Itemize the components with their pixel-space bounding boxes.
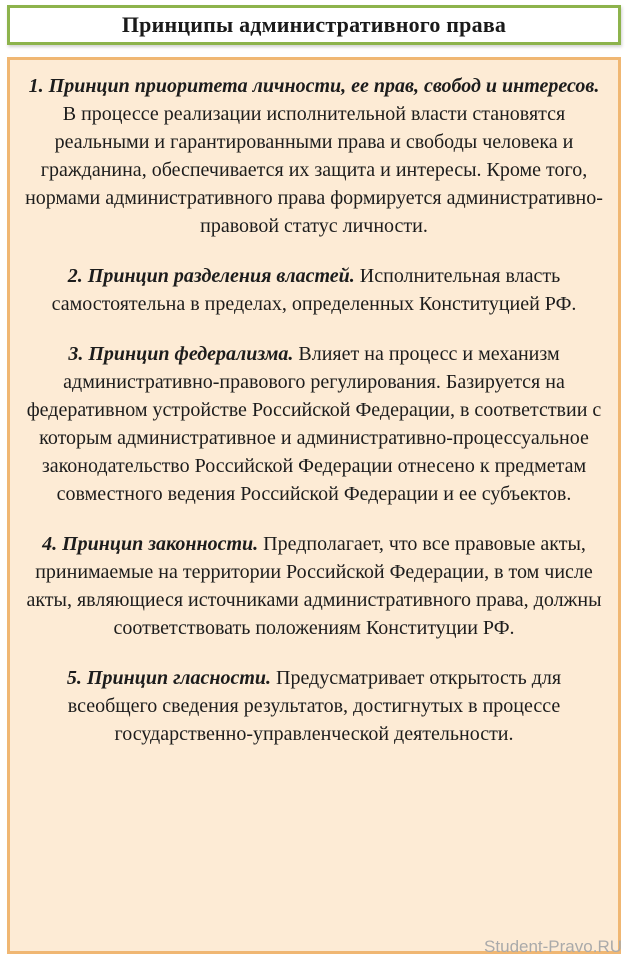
principle-heading: 3. Принцип федерализма. xyxy=(68,343,294,365)
principle-text: Предусматривает открытость для всеобщего сведения результатов, достигнутых в процессе государственно-управленческой деятельности. xyxy=(67,667,562,745)
principle-2 xyxy=(22,262,606,318)
title-box xyxy=(7,5,621,45)
principle-text: Предполагает, что все правовые акты, принимаемые на территории Российской Федерации, в том числе акты, являющиеся источниками административного права, должны соответствовать положениям Конституции РФ. xyxy=(26,533,602,639)
principle-1 xyxy=(22,72,606,240)
page-title: Принципы административного права xyxy=(121,12,507,37)
principle-3 xyxy=(22,340,606,508)
principle-heading: 5. Принцип гласности. xyxy=(66,667,271,689)
principle-text: Влияет на процесс и механизм административно-правового регулирования. Базируется на федеративном устройстве Российской Федерации, в соответствии с которым административное и административно-процессуальное законодательство Российской Федерации отнесено к предметам совместного ведения Российской Федерации и ее субъектов. xyxy=(26,343,602,505)
principle-heading: 1. Принцип приоритета личности, ее прав, свобод и интересов. xyxy=(28,75,600,97)
principle-heading: 2. Принцип разделения властей. xyxy=(67,265,355,287)
principle-heading: 4. Принцип законности. xyxy=(42,533,259,555)
principle-5 xyxy=(22,664,606,748)
principle-4 xyxy=(22,530,606,642)
watermark: Student-Pravo.RU xyxy=(484,937,622,956)
principle-text: В процессе реализации исполнительной власти становятся реальными и гарантированными права и свободы человека и гражданина, обеспечивается их защита и интересы. Кроме того, нормами административного права формируется административно-правовой статус личности. xyxy=(25,103,603,237)
principle-text: Исполнительная власть самостоятельна в пределах, определенных Конституцией РФ. xyxy=(51,265,577,315)
principles-panel xyxy=(7,57,621,954)
